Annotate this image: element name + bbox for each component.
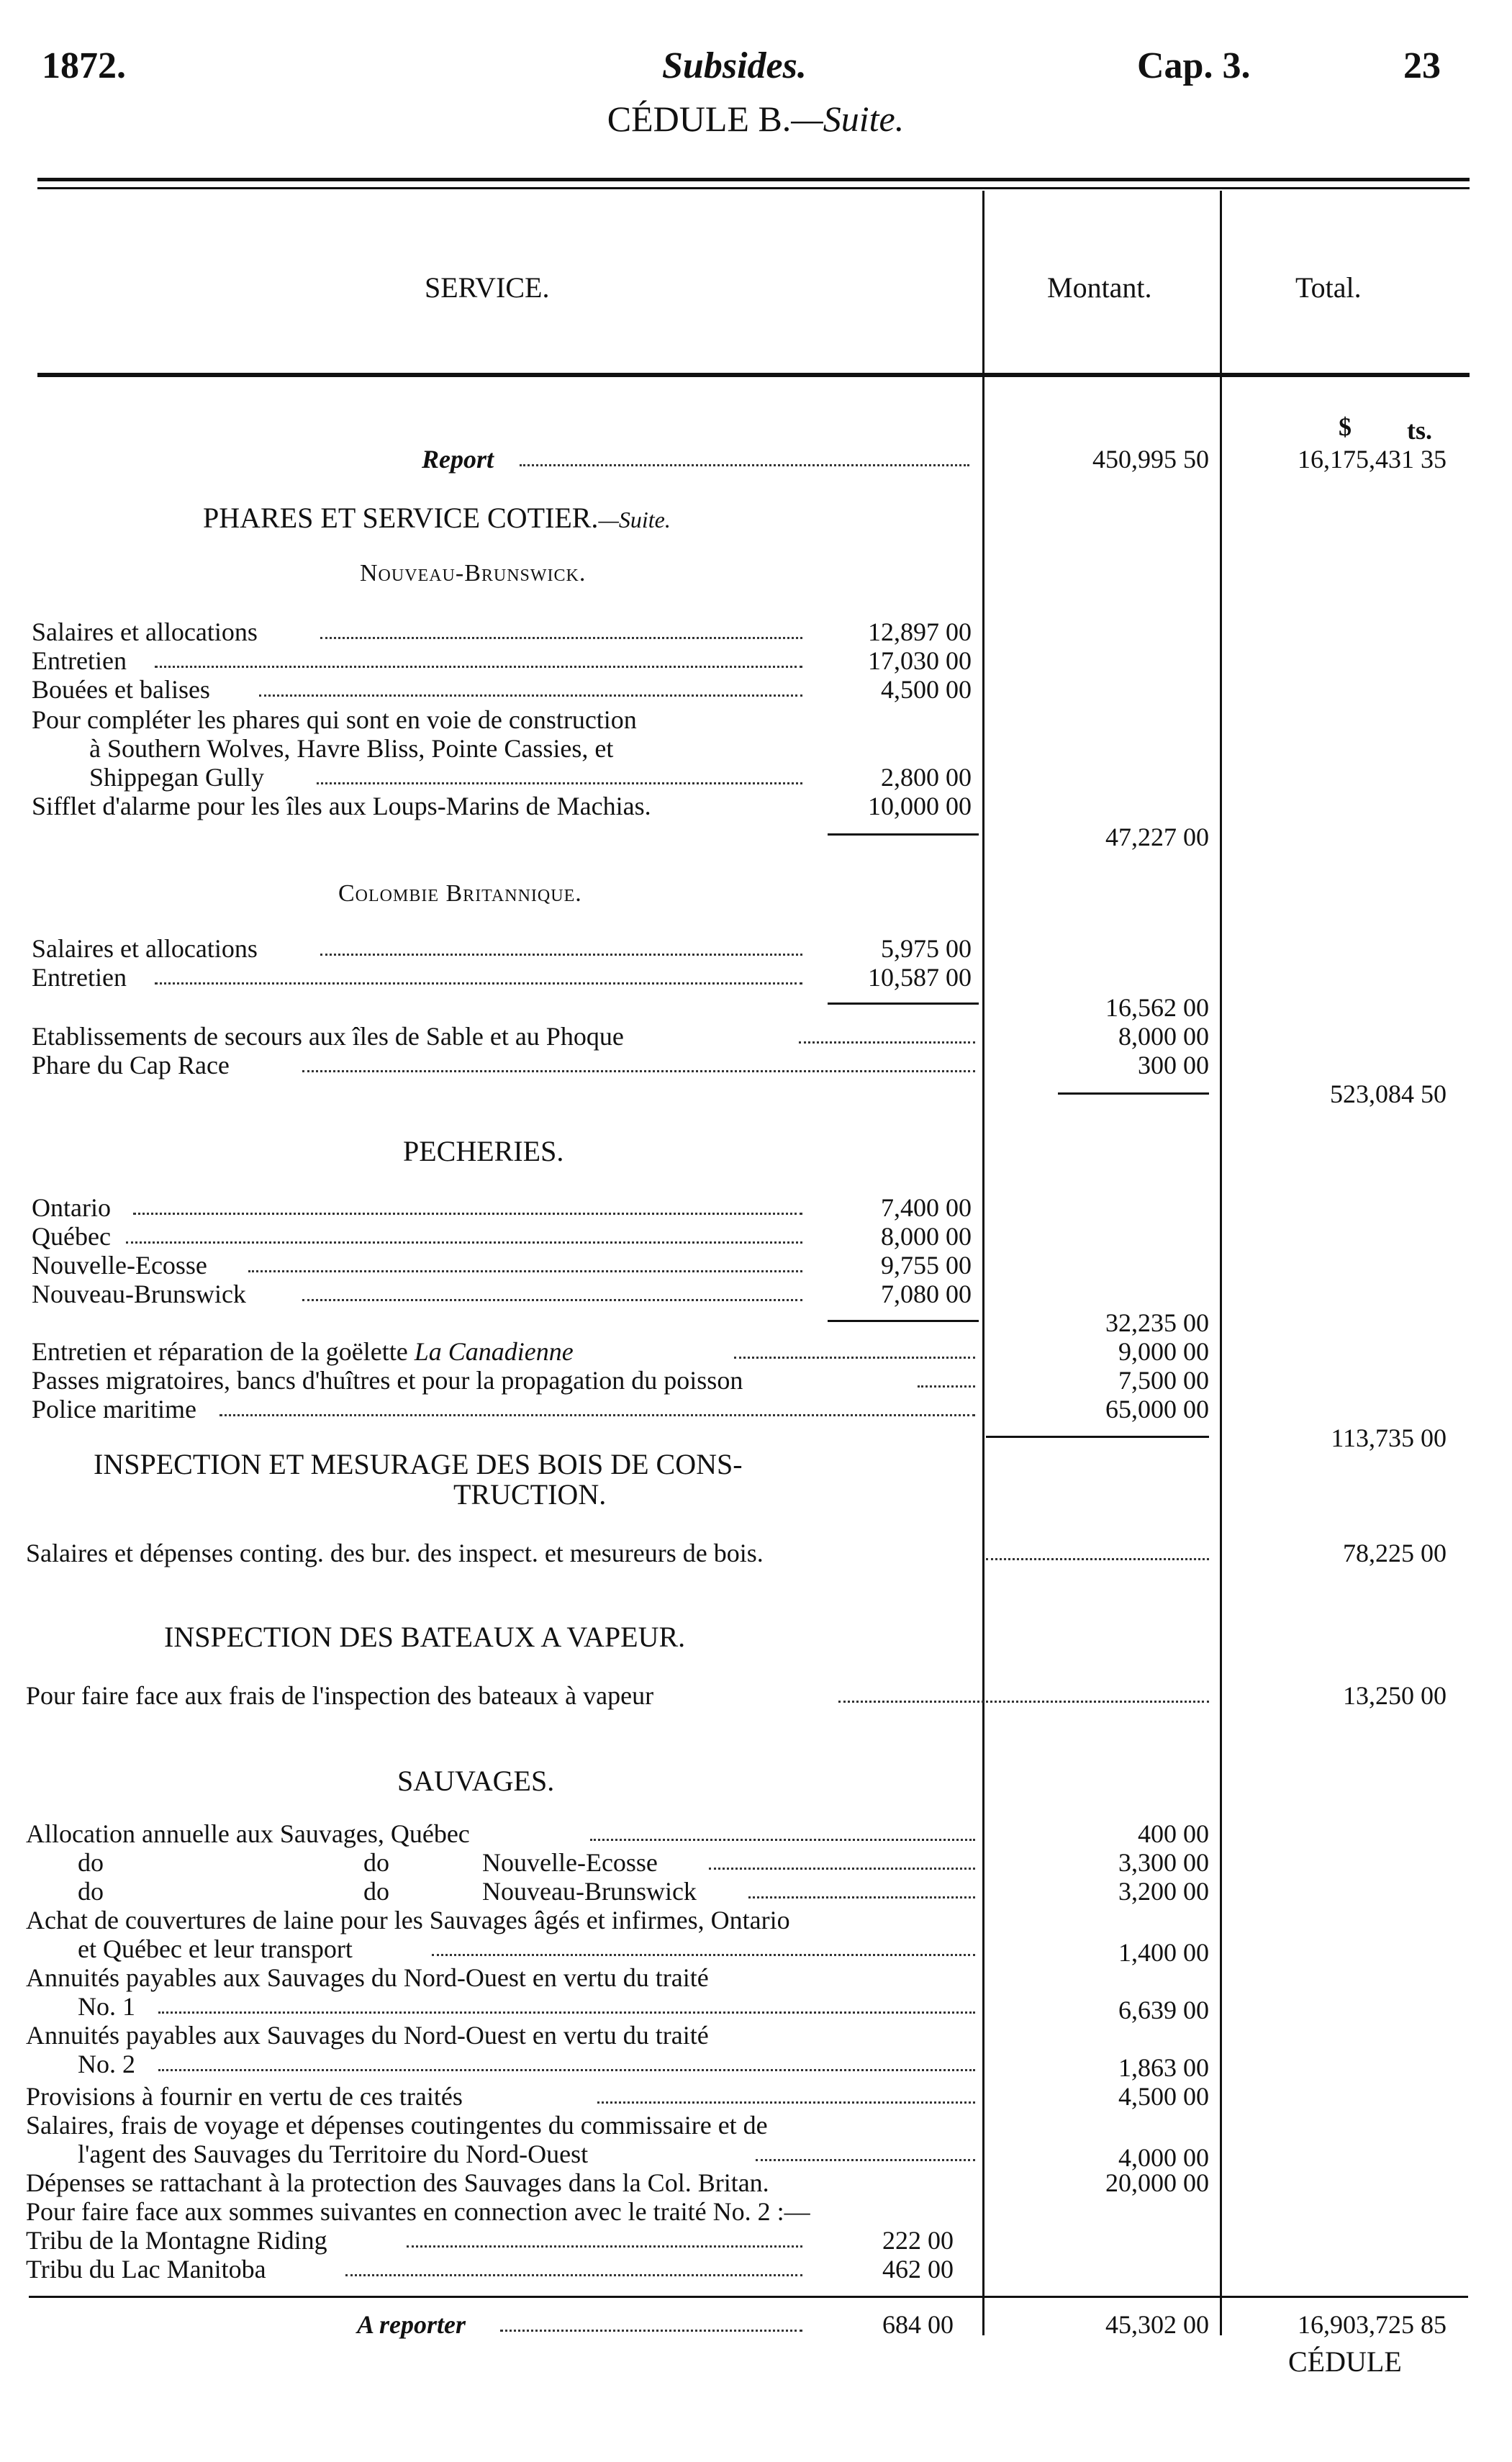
vapeur-title: INSPECTION DES BATEAUX A VAPEUR. bbox=[164, 1621, 686, 1653]
vapeur-total: 13,250 00 bbox=[1343, 1681, 1447, 1710]
leader bbox=[317, 782, 802, 784]
phares-other-label: Phare du Cap Race bbox=[32, 1051, 230, 1080]
pecheries-line-amount: 9,755 00 bbox=[881, 1251, 972, 1280]
leader bbox=[748, 1896, 975, 1898]
tribu-label: Tribu du Lac Manitoba bbox=[26, 2255, 266, 2284]
leader bbox=[918, 1385, 975, 1388]
leader bbox=[133, 1213, 802, 1215]
pecheries-subtotal: 32,235 00 bbox=[1105, 1308, 1209, 1337]
pour-faire-line: Pour faire face aux sommes suivantes en connection avec le traité No. 2 :— bbox=[26, 2197, 810, 2226]
cb-line-amount: 5,975 00 bbox=[881, 934, 972, 963]
nb-title: Nouveau-Brunswick. bbox=[360, 560, 587, 587]
nb-line-amount: 17,030 00 bbox=[868, 646, 972, 675]
annuites-1-amount: 6,639 00 bbox=[1118, 1996, 1209, 2024]
nb-line-label: Bouées et balises bbox=[32, 675, 210, 704]
leader bbox=[986, 1558, 1209, 1560]
sauvages-line-c: Nouvelle-Ecosse bbox=[482, 1848, 658, 1877]
annuites-2-amount: 1,863 00 bbox=[1118, 2053, 1209, 2082]
pecheries-total: 113,735 00 bbox=[1331, 1424, 1447, 1452]
nb-line-amount: 2,800 00 bbox=[881, 763, 972, 792]
subtotal-rule bbox=[828, 833, 979, 836]
nb-line-label: Salaires et allocations bbox=[32, 617, 258, 646]
pecheries-other-amount: 9,000 00 bbox=[1118, 1337, 1209, 1366]
pecheries-title: PECHERIES. bbox=[403, 1135, 564, 1167]
tribu-amount: 462 00 bbox=[882, 2255, 954, 2284]
leader bbox=[259, 694, 802, 697]
running-title: Subsides. bbox=[662, 45, 807, 86]
pecheries-line-label: Nouvelle-Ecosse bbox=[32, 1251, 207, 1280]
leader bbox=[320, 637, 802, 639]
tribu-amount: 222 00 bbox=[882, 2226, 954, 2255]
montant-rule bbox=[982, 191, 984, 2335]
salaires-line-2: l'agent des Sauvages du Territoire du Nord-Ouest bbox=[78, 2140, 589, 2168]
pecheries-line-label: Nouveau-Brunswick bbox=[32, 1280, 246, 1308]
nb-line-label: Pour compléter les phares qui sont en voie de construction bbox=[32, 705, 637, 734]
pecheries-other-line bbox=[32, 1339, 574, 1364]
bois-line: Salaires et dépenses conting. des bur. des inspect. et mesureurs de bois. bbox=[26, 1539, 764, 1567]
schedule-title bbox=[504, 101, 1008, 137]
bois-total: 78,225 00 bbox=[1343, 1539, 1447, 1567]
sauvages-line-a: Allocation annuelle aux Sauvages, Québec bbox=[26, 1819, 470, 1848]
schedule-suffix: —Suite. bbox=[791, 99, 905, 139]
pecheries-line-amount: 7,080 00 bbox=[881, 1280, 972, 1308]
leader bbox=[345, 2274, 802, 2276]
leader bbox=[158, 2011, 975, 2014]
nb-line-amount: 4,500 00 bbox=[881, 675, 972, 704]
catchword: CÉDULE bbox=[1288, 2345, 1402, 2378]
pecheries-other-label: Passes migratoires, bancs d'huîtres et pour la propagation du poisson bbox=[32, 1366, 743, 1395]
subtotal-rule bbox=[828, 1320, 979, 1322]
cb-subtotal: 16,562 00 bbox=[1105, 993, 1209, 1022]
nb-line-label: Sifflet d'alarme pour les îles aux Loups-Marins de Machias. bbox=[32, 792, 651, 820]
leader bbox=[302, 1299, 802, 1301]
header-rule bbox=[37, 373, 1470, 377]
top-rule bbox=[37, 178, 1470, 181]
provisions-amount: 4,500 00 bbox=[1118, 2082, 1209, 2111]
schooner-name: La Canadienne bbox=[414, 1337, 574, 1366]
page-number: 23 bbox=[1403, 45, 1441, 86]
report-label: Report bbox=[422, 445, 494, 474]
phares-title-text: PHARES ET SERVICE COTIER. bbox=[203, 502, 599, 534]
reporter-total: 16,903,725 85 bbox=[1298, 2310, 1447, 2339]
pecheries-line-label: Ontario bbox=[32, 1193, 111, 1222]
reporter-sub: 684 00 bbox=[882, 2310, 954, 2339]
leader bbox=[155, 982, 802, 985]
pecheries-line-amount: 7,400 00 bbox=[881, 1193, 972, 1222]
salaires-amount: 4,000 00 bbox=[1118, 2143, 1209, 2172]
reporter-label: A reporter bbox=[357, 2310, 466, 2339]
sauvages-line-amount: 400 00 bbox=[1138, 1819, 1209, 1848]
leader bbox=[320, 954, 802, 956]
sauvages-line-a: do bbox=[78, 1877, 104, 1906]
subtotal-rule bbox=[986, 1436, 1209, 1438]
phares-other-label: Etablissements de secours aux îles de Sable et au Phoque bbox=[32, 1022, 624, 1051]
sauvages-title: SAUVAGES. bbox=[397, 1765, 555, 1797]
tribu-label: Tribu de la Montagne Riding bbox=[26, 2226, 327, 2255]
pecheries-line-amount: 8,000 00 bbox=[881, 1222, 972, 1251]
cb-title: Colombie Britannique. bbox=[338, 880, 582, 907]
leader bbox=[248, 1270, 802, 1272]
annuites-2-line-2: No. 2 bbox=[78, 2050, 135, 2078]
phares-other-amount: 300 00 bbox=[1138, 1051, 1209, 1080]
pecheries-other-label: Entretien et réparation de la goëlette bbox=[32, 1337, 415, 1366]
sauvages-line-b: do bbox=[363, 1877, 389, 1906]
pecheries-other-amount: 65,000 00 bbox=[1105, 1395, 1209, 1424]
reporter-montant: 45,302 00 bbox=[1105, 2310, 1209, 2339]
top-rule-thin bbox=[37, 187, 1470, 189]
nb-line-label: Shippegan Gully bbox=[89, 763, 264, 792]
cents-label: ts. bbox=[1407, 416, 1432, 445]
nb-subtotal: 47,227 00 bbox=[1105, 823, 1209, 851]
sauvages-line-amount: 3,300 00 bbox=[1118, 1848, 1209, 1877]
phares-title bbox=[203, 504, 671, 533]
col-service: SERVICE. bbox=[425, 271, 550, 304]
leader bbox=[520, 464, 969, 466]
leader bbox=[155, 666, 802, 668]
cb-line-label: Entretien bbox=[32, 963, 127, 992]
couvertures-line-1: Achat de couvertures de laine pour les Sauvages âgés et infirmes, Ontario bbox=[26, 1906, 790, 1934]
couvertures-line-2: et Québec et leur transport bbox=[78, 1934, 353, 1963]
leader bbox=[590, 1839, 975, 1841]
col-total: Total. bbox=[1295, 271, 1362, 304]
leader bbox=[158, 2069, 975, 2071]
nb-line-amount: 12,897 00 bbox=[868, 617, 972, 646]
leader bbox=[219, 1414, 975, 1416]
subtotal-rule bbox=[1058, 1092, 1209, 1095]
depenses-amount: 20,000 00 bbox=[1105, 2168, 1209, 2197]
phares-other-amount: 8,000 00 bbox=[1118, 1022, 1209, 1051]
report-montant: 450,995 50 bbox=[1092, 445, 1209, 474]
leader bbox=[756, 2159, 975, 2161]
cb-line-label: Salaires et allocations bbox=[32, 934, 258, 963]
cb-line-amount: 10,587 00 bbox=[868, 963, 972, 992]
salaires-line-1: Salaires, frais de voyage et dépenses coutingentes du commissaire et de bbox=[26, 2111, 768, 2140]
pecheries-other-label: Police maritime bbox=[32, 1395, 196, 1424]
nb-line-label: à Southern Wolves, Havre Bliss, Pointe Cassies, et bbox=[89, 734, 614, 763]
leader bbox=[838, 1701, 1209, 1703]
sauvages-line-a: do bbox=[78, 1848, 104, 1877]
leader bbox=[432, 1954, 975, 1956]
phares-total: 523,084 50 bbox=[1330, 1080, 1447, 1108]
leader bbox=[799, 1041, 975, 1044]
depenses-line: Dépenses se rattachant à la protection des Sauvages dans la Col. Britan. bbox=[26, 2168, 769, 2197]
pecheries-line-label: Québec bbox=[32, 1222, 111, 1251]
bois-title-2: TRUCTION. bbox=[453, 1478, 607, 1511]
year: 1872. bbox=[42, 45, 126, 86]
vapeur-line: Pour faire face aux frais de l'inspection des bateaux à vapeur bbox=[26, 1681, 654, 1710]
leader bbox=[709, 1868, 975, 1870]
dollar-sign: $ bbox=[1339, 412, 1352, 441]
total-rule bbox=[1220, 191, 1222, 2335]
leader bbox=[597, 2101, 975, 2104]
sauvages-line-amount: 3,200 00 bbox=[1118, 1877, 1209, 1906]
subtotal-rule bbox=[828, 1003, 979, 1005]
schedule-label: CÉDULE B. bbox=[607, 99, 792, 139]
annuites-2-line-1: Annuités payables aux Sauvages du Nord-Ouest en vertu du traité bbox=[26, 2021, 709, 2050]
leader bbox=[302, 1070, 975, 1072]
leader bbox=[734, 1357, 975, 1359]
sauvages-line-c: Nouveau-Brunswick bbox=[482, 1877, 697, 1906]
col-montant: Montant. bbox=[1047, 271, 1152, 304]
annuites-1-line-2: No. 1 bbox=[78, 1992, 135, 2021]
chapter: Cap. 3. bbox=[1137, 45, 1251, 86]
phares-title-suffix: —Suite. bbox=[598, 507, 671, 533]
pecheries-other-amount: 7,500 00 bbox=[1118, 1366, 1209, 1395]
provisions-line: Provisions à fournir en vertu de ces traités bbox=[26, 2082, 463, 2111]
report-total: 16,175,431 35 bbox=[1298, 445, 1447, 474]
sauvages-line-b: do bbox=[363, 1848, 389, 1877]
leader bbox=[407, 2245, 802, 2248]
bottom-rule bbox=[29, 2296, 1468, 2298]
annuites-1-line-1: Annuités payables aux Sauvages du Nord-Ouest en vertu du traité bbox=[26, 1963, 709, 1992]
couvertures-amount: 1,400 00 bbox=[1118, 1938, 1209, 1967]
leader bbox=[126, 1241, 802, 1244]
nb-line-amount: 10,000 00 bbox=[868, 792, 972, 820]
bois-title-1: INSPECTION ET MESURAGE DES BOIS DE CONS- bbox=[94, 1448, 743, 1480]
nb-line-label: Entretien bbox=[32, 646, 127, 675]
